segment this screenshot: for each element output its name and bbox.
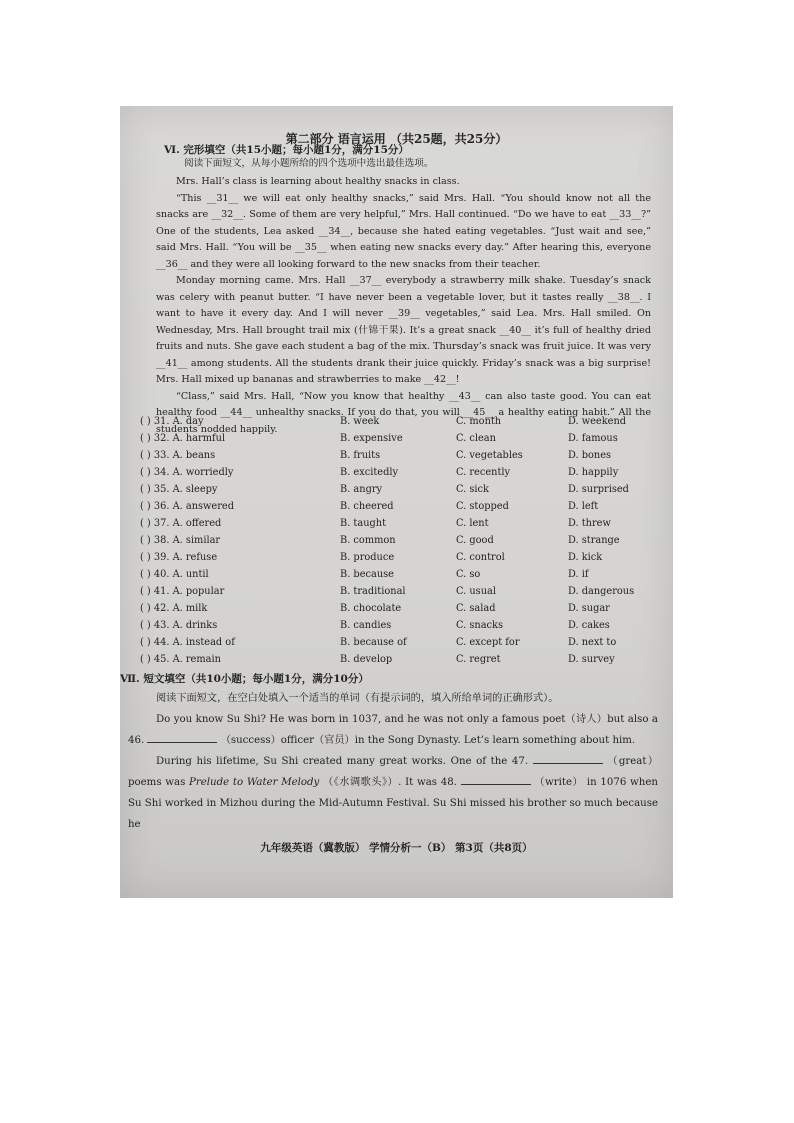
option-d[interactable]: D. survey (568, 654, 615, 665)
option-a[interactable]: ( ) 33. A. beans (140, 450, 216, 461)
option-d[interactable]: D. next to (568, 637, 617, 648)
option-a[interactable]: ( ) 42. A. milk (140, 603, 208, 614)
option-a[interactable]: ( ) 40. A. until (140, 569, 209, 580)
option-c[interactable]: C. usual (456, 586, 496, 597)
question-row[interactable] (140, 620, 635, 636)
question-row[interactable] (140, 535, 635, 551)
section7-heading: Ⅶ. 短文填空（共10小题；每小题1分，满分10分） (120, 673, 369, 685)
question-row[interactable] (140, 654, 635, 670)
cloze-para-4: “Class,” said Mrs. Hall, “Now you know that healthy __43__ can also taste good. You can eat healthy food __44__ unhealthy snacks. If you do that, you will __45__ a healthy eating habit.” All the students nodded happily. (156, 390, 651, 435)
part-title: 第二部分 语言运用 （共25题，共25分） (285, 132, 508, 146)
fill-para-2-text-d: （write） in 1076 when Su Shi worked in Mizhou during the Mid-Autumn Festival. Su Shi missed his brother so much because he (128, 777, 658, 830)
fill-para-2-text-b: （great）poems was (128, 756, 659, 788)
option-c[interactable]: C. control (456, 552, 505, 563)
option-b[interactable]: B. week (340, 416, 380, 427)
page-footer: 九年级英语（冀教版） 学情分析一（B） 第3页（共8页） (260, 842, 533, 854)
fill-passage (128, 688, 658, 835)
option-c[interactable]: C. vegetables (456, 450, 523, 461)
blank-46[interactable] (147, 742, 217, 743)
cloze-para-1: Mrs. Hall’s class is learning about healthy snacks in class. (176, 176, 460, 187)
option-a[interactable]: ( ) 41. A. popular (140, 586, 225, 597)
fill-para-2-text-a: During his lifetime, Su Shi created many great works. One of the 47. (156, 756, 529, 767)
option-c[interactable]: C. so (456, 569, 481, 580)
fill-para-1-text-a: Do you know Su Shi? He was born in 1037, and he was not only a famous poet（诗人）but also a 46. (128, 714, 658, 746)
question-row[interactable] (140, 450, 635, 466)
option-d[interactable]: D. left (568, 501, 599, 512)
question-row[interactable] (140, 603, 635, 619)
option-b[interactable]: B. produce (340, 552, 395, 563)
option-c[interactable]: C. salad (456, 603, 496, 614)
option-a[interactable]: ( ) 45. A. remain (140, 654, 221, 665)
option-a[interactable]: ( ) 35. A. sleepy (140, 484, 218, 495)
option-b[interactable]: B. angry (340, 484, 383, 495)
option-b[interactable]: B. expensive (340, 433, 403, 444)
fill-para-1-text-b: （success）officer（官员）in the Song Dynasty. Let’s learn something about him. (220, 735, 636, 746)
question-row[interactable] (140, 637, 635, 653)
question-row[interactable] (140, 467, 635, 483)
option-a[interactable]: ( ) 32. A. harmful (140, 433, 226, 444)
option-d[interactable]: D. strange (568, 535, 620, 546)
question-row[interactable] (140, 484, 635, 500)
blank-47[interactable] (533, 763, 603, 764)
blank-48[interactable] (461, 784, 531, 785)
option-c[interactable]: C. regret (456, 654, 501, 665)
option-d[interactable]: D. surprised (568, 484, 629, 495)
option-c[interactable]: C. good (456, 535, 494, 546)
option-b[interactable]: B. common (340, 535, 396, 546)
option-a[interactable]: ( ) 31. A. day (140, 416, 204, 427)
option-b[interactable]: B. cheered (340, 501, 394, 512)
option-a[interactable]: ( ) 34. A. worriedly (140, 467, 234, 478)
question-row[interactable] (140, 433, 635, 449)
option-d[interactable]: D. dangerous (568, 586, 635, 597)
option-c[interactable]: C. month (456, 416, 502, 427)
option-a[interactable]: ( ) 44. A. instead of (140, 637, 235, 648)
option-b[interactable]: B. candies (340, 620, 392, 631)
option-d[interactable]: D. happily (568, 467, 619, 478)
option-c[interactable]: C. snacks (456, 620, 504, 631)
exam-page-photo (120, 106, 673, 898)
option-d[interactable]: D. threw (568, 518, 611, 529)
option-a[interactable]: ( ) 43. A. drinks (140, 620, 218, 631)
option-a[interactable]: ( ) 38. A. similar (140, 535, 221, 546)
option-d[interactable]: D. cakes (568, 620, 610, 631)
cloze-para-2: “This __31__ we will eat only healthy snacks,” said Mrs. Hall. “You should know not all the snacks are __32__. Some of them are very helpful,” Mrs. Hall continued. “Do we have to eat __33__?” One of the students, Lea asked __34__, because she hated eating vegetables. “Just wait and see,” said Mrs. Hall. “You will be __35__ when eating new snacks every day.” After hearing this, everyone __36__ and they were all looking forward to the new snacks from their teacher. (156, 192, 651, 270)
option-d[interactable]: D. kick (568, 552, 603, 563)
poem-title: Prelude to Water Melody (189, 777, 320, 788)
option-a[interactable]: ( ) 37. A. offered (140, 518, 222, 529)
option-d[interactable]: D. bones (568, 450, 612, 461)
cloze-passage (156, 174, 651, 438)
option-b[interactable]: B. because of (340, 637, 407, 648)
option-b[interactable]: B. traditional (340, 586, 406, 597)
section6-instruction: 阅读下面短文，从每小题所给的四个选项中选出最佳选项。 (184, 158, 434, 169)
fill-para-2-text-c: （《水调歌头》）. It was 48. (323, 777, 457, 788)
option-c[interactable]: C. stopped (456, 501, 509, 512)
option-b[interactable]: B. develop (340, 654, 393, 665)
cloze-para-3: Monday morning came. Mrs. Hall __37__ everybody a strawberry milk shake. Tuesday’s snack was celery with peanut butter. “I have never been a vegetable lover, but it tastes really __38__. I want to have it every day. And I will never __39__ vegetables,” said Lea. Mrs. Hall smiled. On Wednesday, Mrs. Hall brought trail mix (什锦干果). It’s a great snack __40__ it’s full of healthy dried fruits and nuts. She gave each student a bag of the mix. Thursday’s snack was fruit juice. It was very __41__ among students. All the students drank their juice quickly. Friday’s snack was a big surprise! Mrs. Hall mixed up bananas and strawberries to make __42__! (156, 275, 651, 385)
option-c[interactable]: C. recently (456, 467, 511, 478)
option-d[interactable]: D. famous (568, 433, 618, 444)
fill-para-1 (128, 709, 658, 751)
option-d[interactable]: D. sugar (568, 603, 610, 614)
option-b[interactable]: B. taught (340, 518, 387, 529)
section6-heading: Ⅵ. 完形填空（共15小题；每小题1分，满分15分） (164, 144, 409, 156)
question-row[interactable] (140, 416, 635, 432)
question-row[interactable] (140, 569, 635, 585)
option-d[interactable]: D. weekend (568, 416, 627, 427)
option-c[interactable]: C. lent (456, 518, 489, 529)
option-c[interactable]: C. clean (456, 433, 496, 444)
question-row[interactable] (140, 552, 635, 568)
option-b[interactable]: B. fruits (340, 450, 381, 461)
option-a[interactable]: ( ) 39. A. refuse (140, 552, 218, 563)
question-row[interactable] (140, 586, 635, 602)
question-row[interactable] (140, 501, 635, 517)
option-b[interactable]: B. excitedly (340, 467, 399, 478)
option-b[interactable]: B. chocolate (340, 603, 402, 614)
option-b[interactable]: B. because (340, 569, 394, 580)
fill-para-2 (128, 751, 658, 835)
option-c[interactable]: C. except for (456, 637, 520, 648)
section7-instruction: 阅读下面短文，在空白处填入一个适当的单词（有提示词的，填入所给单词的正确形式）。 (156, 693, 559, 704)
option-d[interactable]: D. if (568, 569, 589, 580)
option-a[interactable]: ( ) 36. A. answered (140, 501, 234, 512)
question-row[interactable] (140, 518, 635, 534)
option-c[interactable]: C. sick (456, 484, 489, 495)
